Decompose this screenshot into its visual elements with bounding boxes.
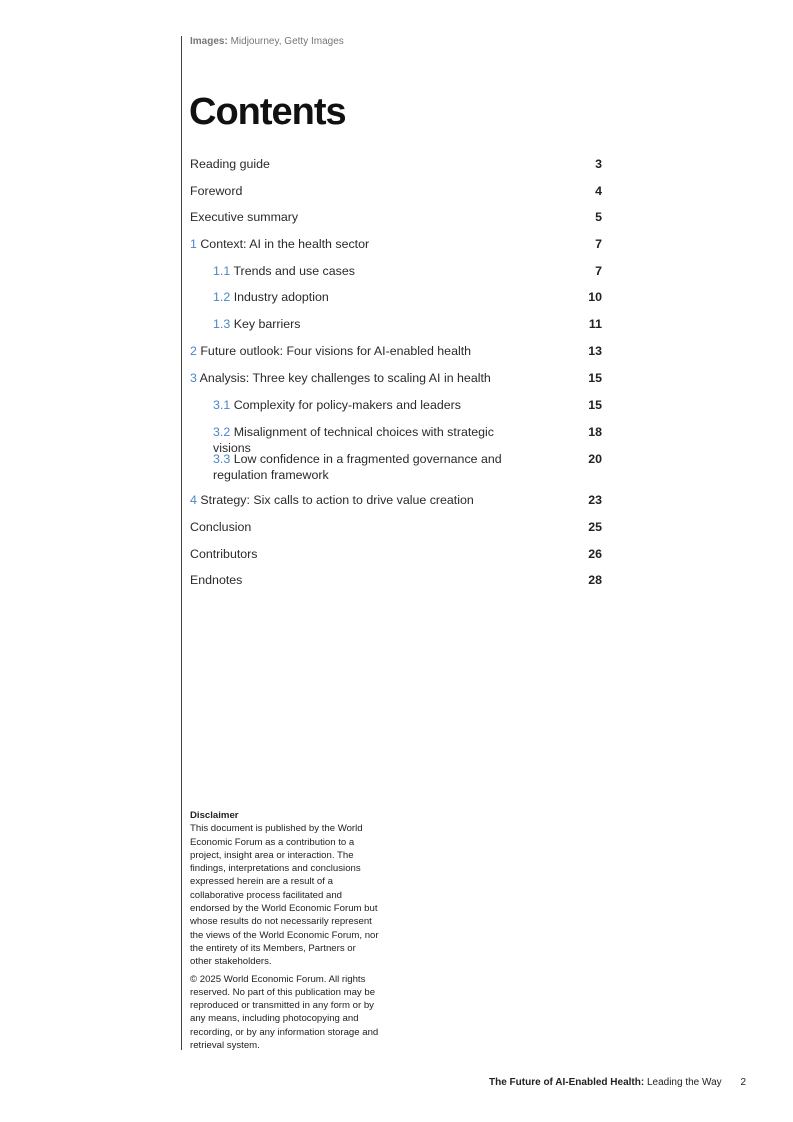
disclaimer bbox=[190, 809, 380, 1052]
toc-entry[interactable] bbox=[190, 370, 602, 386]
footer-page-number: 2 bbox=[740, 1077, 746, 1088]
toc-section-title: Foreword bbox=[190, 184, 243, 198]
toc-section-title: Executive summary bbox=[190, 210, 299, 224]
toc-page-number: 4 bbox=[595, 184, 602, 198]
toc-entry[interactable] bbox=[190, 546, 602, 562]
copyright-notice: © 2025 World Economic Forum. All rights reserved. No part of this publication may be reproduced or transmitted in any form or by any means, including photocopying and recording, or by any information storage and retrieval system. bbox=[190, 973, 379, 1052]
toc-entry-label bbox=[190, 156, 602, 172]
toc-page-number: 15 bbox=[588, 371, 602, 385]
toc-entry-label bbox=[190, 209, 602, 225]
toc-entry-label bbox=[190, 289, 503, 305]
toc-page-number: 18 bbox=[588, 425, 602, 439]
toc-section-title: Industry adoption bbox=[233, 290, 329, 304]
toc-entry-label bbox=[190, 546, 602, 562]
toc-page-number: 25 bbox=[588, 520, 602, 534]
image-credit-text: Midjourney, Getty Images bbox=[230, 36, 344, 47]
toc-section-title: Strategy: Six calls to action to drive value creation bbox=[200, 493, 474, 507]
toc-section-title: Key barriers bbox=[233, 317, 301, 331]
toc-entry-label bbox=[190, 183, 602, 199]
toc-page-number: 15 bbox=[588, 398, 602, 412]
toc-entry[interactable] bbox=[190, 289, 602, 305]
toc-entry-label bbox=[190, 236, 602, 252]
toc-section-title: Trends and use cases bbox=[233, 264, 355, 278]
footer-title-rest: Leading the Way bbox=[646, 1077, 722, 1088]
toc-page-number: 26 bbox=[588, 547, 602, 561]
toc-entry-label bbox=[190, 397, 503, 413]
toc-section-number: 3.2 bbox=[213, 425, 231, 439]
toc-section-number: 1.2 bbox=[213, 290, 231, 304]
toc-section-number: 3 bbox=[190, 371, 197, 385]
toc-page-number: 23 bbox=[588, 493, 602, 507]
toc-entry[interactable] bbox=[190, 183, 602, 199]
disclaimer-body: This document is published by the World Economic Forum as a contribution to a project, insight area or interaction. The findings, interpretations and conclusions expressed herein are a result of a collaborative process facilitated and endorsed by the World Economic Forum but whose results do not necessarily represent the views of the World Economic Forum, nor the entirety of its Members, Partners or other stakeholders. bbox=[190, 823, 379, 968]
toc-entry-label bbox=[190, 263, 503, 279]
toc-entry[interactable] bbox=[190, 492, 602, 508]
toc-entry-label bbox=[190, 451, 503, 483]
toc-page-number: 7 bbox=[595, 264, 602, 278]
toc-entry[interactable] bbox=[190, 209, 602, 225]
toc-section-title: Future outlook: Four visions for AI-enabled health bbox=[200, 344, 472, 358]
toc-section-title: Analysis: Three key challenges to scaling AI in health bbox=[199, 371, 491, 385]
toc-page-number: 7 bbox=[595, 237, 602, 251]
image-credit-label: Images: bbox=[190, 36, 228, 47]
toc-entry[interactable] bbox=[190, 519, 602, 535]
toc-section-title: Complexity for policy-makers and leaders bbox=[233, 398, 461, 412]
toc-entry[interactable] bbox=[190, 397, 602, 413]
toc-page-number: 20 bbox=[588, 452, 602, 466]
toc-entry[interactable] bbox=[190, 451, 602, 483]
footer-title-bold: The Future of AI-Enabled Health: bbox=[489, 1077, 645, 1088]
toc-section-number: 1.1 bbox=[213, 264, 231, 278]
toc-entry[interactable] bbox=[190, 572, 602, 588]
toc-entry-label bbox=[190, 519, 602, 535]
toc-entry[interactable] bbox=[190, 236, 602, 252]
disclaimer-heading: Disclaimer bbox=[190, 810, 239, 821]
toc-page-number: 3 bbox=[595, 157, 602, 171]
page-title: Contents bbox=[189, 91, 346, 133]
toc-entry-label bbox=[190, 492, 602, 508]
toc-section-title: Conclusion bbox=[190, 520, 252, 534]
toc-entry[interactable] bbox=[190, 343, 602, 359]
toc-entry[interactable] bbox=[190, 156, 602, 172]
toc-entry-label bbox=[190, 316, 503, 332]
toc-section-title: Reading guide bbox=[190, 157, 270, 171]
toc-section-title: Endnotes bbox=[190, 573, 243, 587]
toc-page-number: 13 bbox=[588, 344, 602, 358]
toc-entry[interactable] bbox=[190, 263, 602, 279]
toc-entry-label bbox=[190, 370, 602, 386]
toc-entry-label bbox=[190, 572, 602, 588]
toc-page-number: 5 bbox=[595, 210, 602, 224]
toc-page-number: 10 bbox=[588, 290, 602, 304]
toc-section-title: Context: AI in the health sector bbox=[200, 237, 370, 251]
page-footer bbox=[489, 1077, 746, 1088]
toc-section-title: Low confidence in a fragmented governance and regulation framework bbox=[213, 452, 502, 482]
toc-section-number: 3.3 bbox=[213, 452, 231, 466]
toc-section-title: Contributors bbox=[190, 547, 258, 561]
toc-section-number: 1 bbox=[190, 237, 197, 251]
vertical-rule bbox=[181, 36, 182, 1050]
toc-page-number: 28 bbox=[588, 573, 602, 587]
toc-entry[interactable] bbox=[190, 316, 602, 332]
toc-section-number: 2 bbox=[190, 344, 197, 358]
toc-section-title: Misalignment of technical choices with strategic visions bbox=[213, 425, 495, 455]
toc-section-number: 1.3 bbox=[213, 317, 231, 331]
toc-page-number: 11 bbox=[588, 317, 602, 331]
toc-entry-label bbox=[190, 343, 602, 359]
image-credit bbox=[190, 36, 344, 47]
toc-section-number: 3.1 bbox=[213, 398, 231, 412]
toc-section-number: 4 bbox=[190, 493, 197, 507]
